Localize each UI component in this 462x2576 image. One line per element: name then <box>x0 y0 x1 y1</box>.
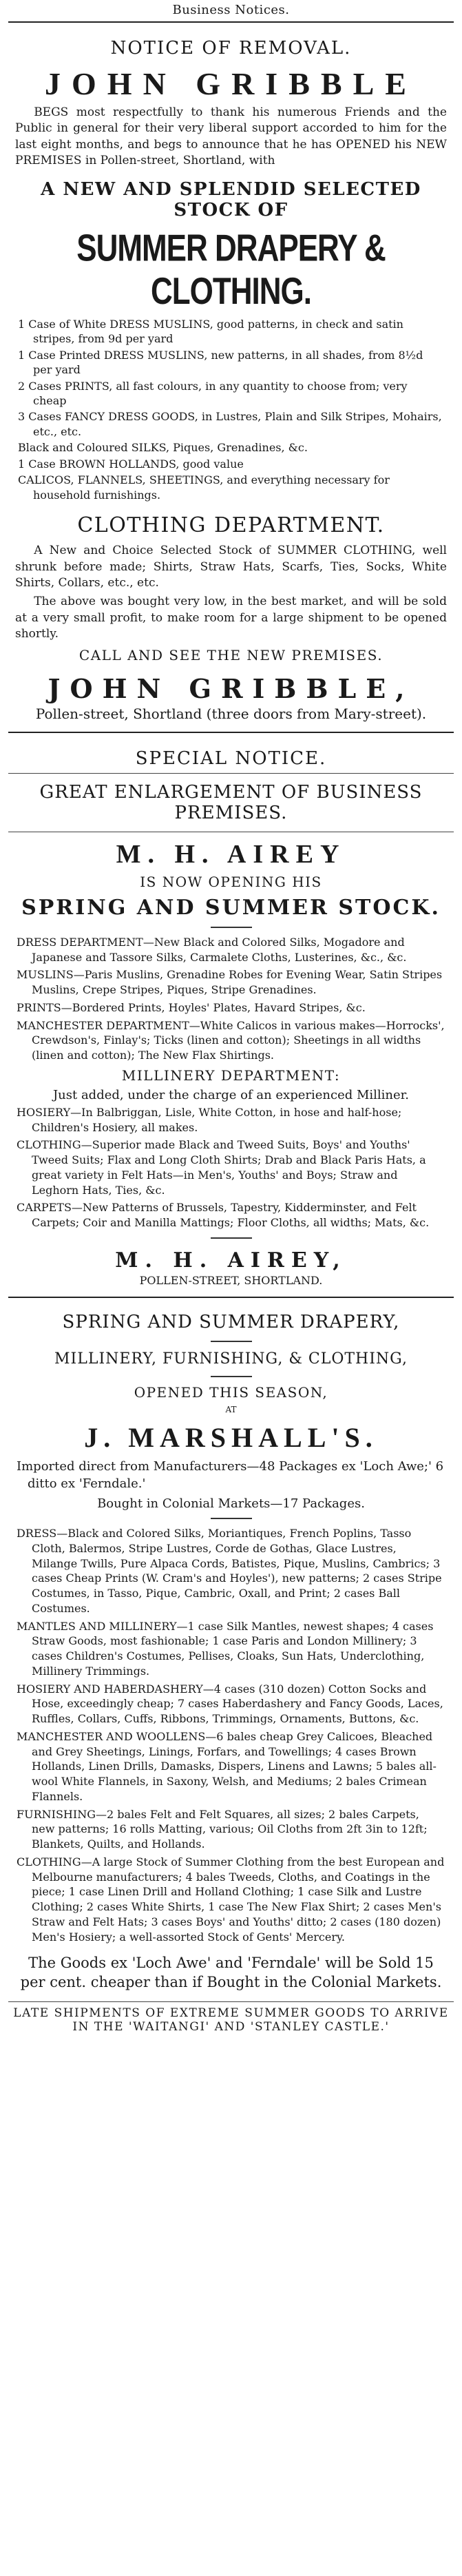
entry-text: —White Calicos in various makes—Horrocks', Crewdson's, Finlay's; Ticks (linen and cotton); Sheetings in all widths (linen and cotton); The New Flax Shirtings. <box>32 1018 445 1062</box>
entry-text: —New Black and Colored Silks, Mogadore and Japanese and Tassore Silks, Carmalete Cloths, Lusterines, &c., &c. <box>32 935 407 964</box>
entry-label: CARPETS <box>17 1201 72 1215</box>
signature-name: M. H. AIREY, <box>115 1248 347 1272</box>
divider <box>211 1341 252 1342</box>
clothing-department-text: A New and Choice Selected Stock of SUMMER CLOTHING, well shrunk before made; Shirts, Straw Hats, Scarfs, Ties, Socks, White Shirts, Collars, etc., etc. <box>15 544 447 590</box>
advertiser-name: J. MARSHALL'S. <box>84 1421 378 1453</box>
advert-marshall <box>8 1312 454 2034</box>
department-list <box>8 935 454 1063</box>
entry-label: MUSLINS <box>17 968 74 982</box>
entry-text: —Black and Colored Silks, Moriantiques, French Poplins, Tasso Cloth, Balermos, Stripe Lustres, Corde de Gothas, Glace Lustres, Milange Twills, Pure Alpaca Cords, Batistes, Pique, Muslins, Cambrics; 3 cases Cheap Prints (W. Cram's and Hoyles'), new patterns; 2 cases Stripe Costumes, in Tasso, Pique, Cambric, Oxall, and Print; 2 cases Ball Costumes. <box>32 1527 442 1615</box>
list-item <box>17 1682 445 1727</box>
entry-label: CLOTHING <box>17 1855 81 1868</box>
entry-text: —Superior made Black and Tweed Suits, Boys' and Youths' Tweed Suits; Flax and Long Cloth Shirts; Drab and Black Paris Hats, a great variety in Felt Hats—in Men's, Youths' and Boys; Straw and Leghorn Hats, Ties, &c. <box>32 1138 426 1197</box>
advertiser-name: JOHN GRIBBLE <box>45 66 417 101</box>
divider <box>8 773 454 774</box>
list-item <box>17 1619 445 1679</box>
footnote: The Goods ex 'Loch Awe' and 'Ferndale' will be Sold 15 per cent. cheaper than if Bought in the Colonial Markets. <box>20 1955 442 1990</box>
list-item <box>17 1526 445 1616</box>
heading-line: MILLINERY, FURNISHING, & CLOTHING, <box>54 1350 408 1368</box>
at-label: AT <box>225 1404 237 1414</box>
intro-paragraph: BEGS most respectfully to thank his numerous Friends and the Public in general for their very liberal support accorded to him for the last eight months, and begs to announce that he has OPENED his NEW PREMISES in Pollen-street, Shortland, with <box>15 105 447 168</box>
department-list <box>8 1526 454 1944</box>
heading-line: OPENED THIS SEASON, <box>134 1383 328 1401</box>
entry-label: MANCHESTER DEPARTMENT <box>17 1018 189 1032</box>
list-item: 1 Case Printed DRESS MUSLINS, new patterns, in all shades, from 8½d per yard <box>18 348 423 377</box>
list-item <box>17 1807 445 1852</box>
divider <box>211 1518 252 1519</box>
signature-name: JOHN GRIBBLE, <box>48 672 414 704</box>
list-item <box>17 1105 445 1135</box>
advert-gribble <box>8 38 454 722</box>
entry-label: MANTLES AND MILLINERY <box>17 1619 177 1633</box>
notice-heading: SPECIAL NOTICE. <box>135 748 327 769</box>
divider <box>211 927 252 928</box>
entry-label: FURNISHING <box>17 1807 96 1821</box>
divider <box>8 2001 454 2002</box>
list-item <box>17 1137 445 1197</box>
entry-text: —1 case Silk Mantles, newest shapes; 4 cases Straw Goods, most fashionable; 1 case Paris and London Millinery; 3 cases Children's Costumes, Pellises, Cloaks, Sun Hats, Underclothing, Millinery Trimmings. <box>32 1619 434 1678</box>
entry-text: —2 bales Felt and Felt Squares, all sizes; 2 bales Carpets, new patterns; 16 rolls Matting, various; Oil Cloths from 2ft 3in to 12ft; Blankets, Quilts, and Hollands. <box>32 1807 428 1851</box>
list-item <box>17 1855 445 1945</box>
entry-label: DRESS DEPARTMENT <box>17 935 143 949</box>
list-item: 1 Case BROWN HOLLANDS, good value <box>18 457 244 471</box>
list-item: Black and Coloured SILKS, Piques, Grenadines, &c. <box>18 441 308 455</box>
divider <box>211 1376 252 1377</box>
department-list <box>8 1105 454 1230</box>
advert-airey <box>8 748 454 1287</box>
entry-text: —4 cases (310 dozen) Cotton Socks and Hose, exceedingly cheap; 7 cases Haberdashery and Fancy Goods, Laces, Ruffles, Collars, Cuffs, Ribbons, Trimmings, Ornaments, Buttons, &c. <box>32 1682 443 1726</box>
heading-line: SPRING AND SUMMER DRAPERY, <box>62 1311 400 1332</box>
stock-heading: SPRING AND SUMMER STOCK. <box>21 895 441 920</box>
enlargement-heading: GREAT ENLARGEMENT OF BUSINESS PREMISES. <box>39 781 423 823</box>
list-item <box>17 967 445 998</box>
entry-text: —Paris Muslins, Grenadine Robes for Evening Wear, Satin Stripes Muslins, Crepe Stripes, Piques, Stripe Grenadines. <box>32 968 443 997</box>
list-item: 2 Cases PRINTS, all fast colours, in any quantity to choose from; very cheap <box>18 379 408 407</box>
list-item <box>17 1000 445 1016</box>
section-title: Business Notices. <box>172 3 290 17</box>
import-paragraph: Imported direct from Manufacturers—48 Packages ex 'Loch Awe;' 6 ditto ex 'Ferndale.' <box>17 1459 444 1491</box>
list-item <box>17 935 445 965</box>
entry-label: CLOTHING <box>17 1138 81 1152</box>
signature-address: POLLEN-STREET, SHORTLAND. <box>139 1273 323 1287</box>
pricing-note: The above was bought very low, in the best market, and will be sold at a very small profit, to make room for a large shipment to be opened shortly. <box>15 595 447 641</box>
signature-address: Pollen-street, Shortland (three doors from Mary-street). <box>35 705 427 722</box>
list-item <box>17 1200 445 1230</box>
entry-label: HOSIERY <box>17 1105 71 1119</box>
entry-label: MANCHESTER AND WOOLLENS <box>17 1729 206 1743</box>
opening-line: IS NOW OPENING HIS <box>140 873 322 890</box>
entry-text: —In Balbriggan, Lisle, White Cotton, in hose and half-hose; Children's Hosiery, all makes. <box>32 1105 402 1134</box>
entry-label: HOSIERY AND HABERDASHERY <box>17 1682 203 1696</box>
advertiser-name: M. H. AIREY <box>116 839 346 869</box>
clothing-department-title: CLOTHING DEPARTMENT. <box>77 513 385 538</box>
entry-label: DRESS <box>17 1527 57 1541</box>
list-item <box>17 1729 445 1804</box>
divider <box>8 21 454 23</box>
entry-label: PRINTS <box>17 1000 61 1014</box>
millinery-note: Just added, under the charge of an experienced Milliner. <box>52 1087 410 1102</box>
entry-text: —A large Stock of Summer Clothing from the best European and Melbourne manufacturers; 4 bales Tweeds, Cloths, and Coatings in the piece; 1 case Linen Drill and Holland Clothing; 1 case Silk and Lustre Clothing; 2 cases White Shirts, 1 case The New Flax Shirt; 2 cases Men's Straw and Felt Hats; 3 cases Boys' and Youths' ditto; 2 cases (180 dozen) Men's Hosiery; a well-assorted Stock of Gents' Mercery. <box>32 1855 445 1944</box>
notice-heading: NOTICE OF REMOVAL. <box>110 38 352 59</box>
entry-text: —Bordered Prints, Hoyles' Plates, Havard Stripes, &c. <box>61 1000 366 1014</box>
divider <box>211 1237 252 1239</box>
list-item: CALICOS, FLANNELS, SHEETINGS, and everything necessary for household furnishings. <box>18 473 390 502</box>
divider <box>8 1297 454 1298</box>
millinery-title: MILLINERY DEPARTMENT: <box>121 1067 341 1084</box>
late-shipments: LATE SHIPMENTS OF EXTREME SUMMER GOODS TO ARRIVE IN THE 'WAITANGI' AND 'STANLEY CASTLE.' <box>13 2006 449 2034</box>
list-item: 3 Cases FANCY DRESS GOODS, in Lustres, Plain and Silk Stripes, Mohairs, etc., etc. <box>18 410 442 438</box>
divider <box>8 732 454 733</box>
list-item: 1 Case of White DRESS MUSLINS, good patterns, in check and satin stripes, from 9d per yard <box>18 317 403 346</box>
entry-text: —6 bales cheap Grey Calicoes, Bleached and Grey Sheetings, Linings, Forfars, and Towellings; 4 cases Brown Hollands, Linen Drills, Damasks, Dispers, Linens and Lawns; 5 bales all-wool White Flannels, in Saxony, Welsh, and Mediums; 2 bales Crimean Flannels. <box>32 1729 437 1803</box>
list-item <box>17 1018 445 1063</box>
stock-list <box>8 317 454 502</box>
colonial-paragraph: Bought in Colonial Markets—17 Packages. <box>97 1496 365 1512</box>
stock-headline: A NEW AND SPLENDID SELECTED STOCK OF <box>41 178 421 220</box>
display-heading: SUMMER DRAPERY & CLOTHING. <box>76 227 386 313</box>
entry-text: —New Patterns of Brussels, Tapestry, Kidderminster, and Felt Carpets; Coir and Manilla Mattings; Floor Cloths, all widths; Mats, &c. <box>32 1201 430 1230</box>
call-to-action: CALL AND SEE THE NEW PREMISES. <box>78 646 384 663</box>
